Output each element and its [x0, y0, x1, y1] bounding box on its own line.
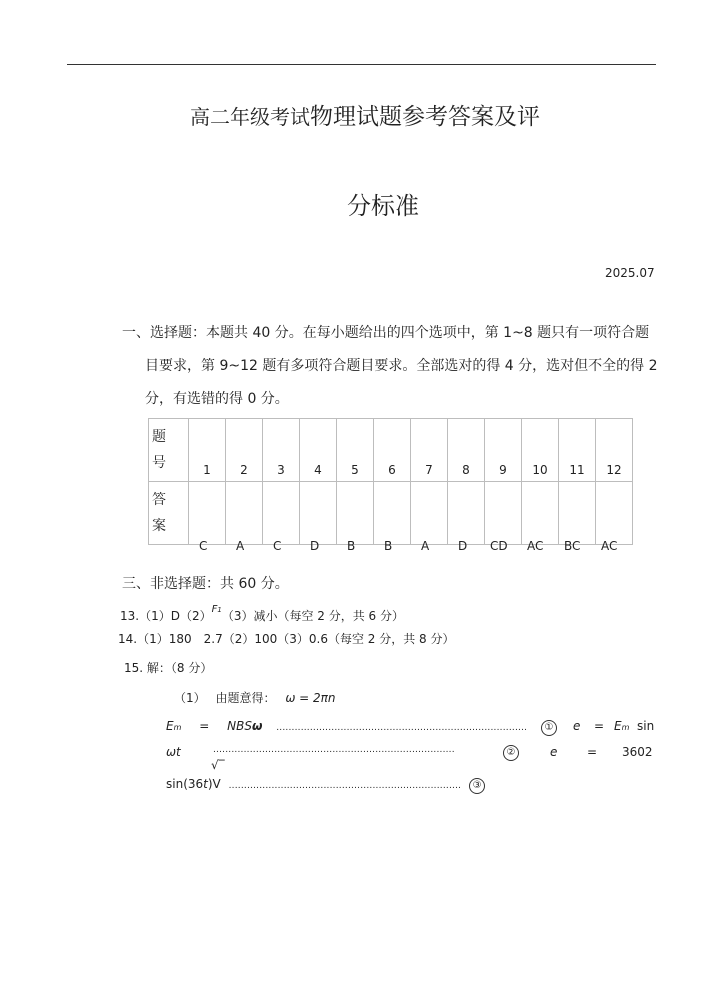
table-cell-empty — [226, 482, 263, 545]
em-symbol: E — [166, 719, 174, 733]
table-cell: 4 — [300, 419, 337, 482]
table-cell-empty — [189, 482, 226, 545]
em2-symbol: E — [614, 719, 622, 733]
sin-word: sin — [637, 719, 655, 733]
table-cell-empty — [411, 482, 448, 545]
table-cell-empty — [596, 482, 633, 545]
table-cell-empty — [522, 482, 559, 545]
circled-number-3: ③ — [469, 778, 485, 794]
omega-bold: ω — [251, 719, 263, 733]
table-cell-empty — [337, 482, 374, 545]
table-row — [149, 482, 633, 545]
q15-part1 — [174, 689, 336, 706]
q13-force-symbol — [212, 604, 222, 615]
q15-part1-label: （1） — [174, 691, 206, 705]
e-symbol: e — [550, 745, 558, 759]
table-cell: 12 — [596, 419, 633, 482]
table-cell: 9 — [485, 419, 522, 482]
circled-number-1: ① — [541, 720, 557, 736]
equals-sign: = — [587, 745, 598, 759]
top-rule — [67, 64, 656, 65]
table-cell-empty — [374, 482, 411, 545]
q13-rest: （3）减小（每空 2 分，共 6 分） — [221, 609, 405, 623]
omega-t-term: ωt — [166, 745, 181, 759]
q15-equation-2 — [166, 745, 654, 759]
answer-5: B — [347, 539, 356, 553]
question-14: 14.（1）180 2.7（2）100（3）0.6（每空 2 分，共 8 分） — [118, 632, 455, 646]
circled-number-2: ② — [503, 745, 519, 761]
answer-3: C — [273, 539, 282, 553]
table-cell: 3 — [263, 419, 300, 482]
table-row — [149, 419, 633, 482]
title-part1: 高二年级考试 — [190, 105, 310, 129]
q15-equation-3 — [166, 777, 485, 794]
sqrt-icon: √‾ — [211, 758, 225, 772]
answer-9: CD — [490, 539, 508, 553]
em-subscript: m — [173, 723, 182, 732]
dotted-leader: .................................................................................. — [276, 723, 528, 733]
sin-tail: )V — [207, 777, 221, 791]
answer-8: D — [458, 539, 468, 553]
section1-line3: 分，有选错的得 0 分。 — [145, 391, 289, 407]
row-header-number-a: 题 — [152, 429, 166, 445]
equals-sign: = — [594, 719, 605, 733]
sin36-term: sin(36 — [166, 777, 204, 791]
table-cell: 10 — [522, 419, 559, 482]
table-cell: 7 — [411, 419, 448, 482]
q15-omega-equation: ω = 2πn — [285, 691, 336, 705]
answer-1: C — [199, 539, 208, 553]
e-symbol: e — [573, 719, 581, 733]
section3-heading: 三、非选择题：共 60 分。 — [122, 576, 289, 592]
q13-prefix: 13.（1）D（2） — [120, 609, 212, 623]
em2-subscript: m — [621, 723, 630, 732]
table-cell: 6 — [374, 419, 411, 482]
table-cell: 2 — [226, 419, 263, 482]
q13-sup: F — [211, 604, 218, 615]
row-header-number — [149, 419, 189, 482]
question-13 — [120, 604, 405, 624]
row-header-number-b: 号 — [152, 455, 166, 471]
answer-11: BC — [564, 539, 581, 553]
dotted-leader: ............................................................................... — [213, 745, 455, 755]
section1-line1: 一、选择题：本题共 40 分。在每小题给出的四个选项中，第 1~8 题只有一项符合题 — [122, 325, 650, 341]
table-cell-empty — [448, 482, 485, 545]
page-title-line2: 分标准 — [347, 192, 419, 220]
title-part2: 物理试题参考答案及评 — [310, 104, 540, 130]
q15-part1-text: 由题意得： — [215, 691, 276, 705]
q15-equation-1 — [166, 719, 654, 736]
date-label: 2025.07 — [605, 266, 655, 280]
answer-12: AC — [601, 539, 618, 553]
table-cell: 1 — [189, 419, 226, 482]
answer-2: A — [236, 539, 245, 553]
answer-6: B — [384, 539, 393, 553]
row-header-answer-b: 案 — [152, 518, 166, 534]
answer-4: D — [310, 539, 320, 553]
equals-sign: = — [199, 719, 210, 733]
row-header-answer — [149, 482, 189, 545]
em-term — [614, 719, 629, 733]
table-cell-empty — [263, 482, 300, 545]
q13-sup-sub: 1 — [217, 606, 222, 614]
dotted-leader: ............................................................................ — [228, 781, 462, 791]
table-cell-empty — [559, 482, 596, 545]
answer-7: A — [421, 539, 430, 553]
table-cell: 11 — [559, 419, 596, 482]
answer-table — [148, 418, 633, 545]
amplitude-value: 3602 — [622, 745, 653, 759]
table-cell: 5 — [337, 419, 374, 482]
answer-10: AC — [527, 539, 544, 553]
t-variable: t — [203, 777, 208, 791]
table-cell-empty — [300, 482, 337, 545]
row-header-answer-a: 答 — [152, 492, 166, 508]
page-title-line1 — [190, 98, 540, 131]
table-cell-empty — [485, 482, 522, 545]
nbs-term: NBS — [227, 719, 252, 733]
question-15-heading: 15. 解：（8 分） — [124, 661, 213, 675]
table-cell: 8 — [448, 419, 485, 482]
section1-line2: 目要求，第 9~12 题有多项符合题目要求。全部选对的得 4 分，选对但不全的得 2 — [145, 358, 658, 374]
